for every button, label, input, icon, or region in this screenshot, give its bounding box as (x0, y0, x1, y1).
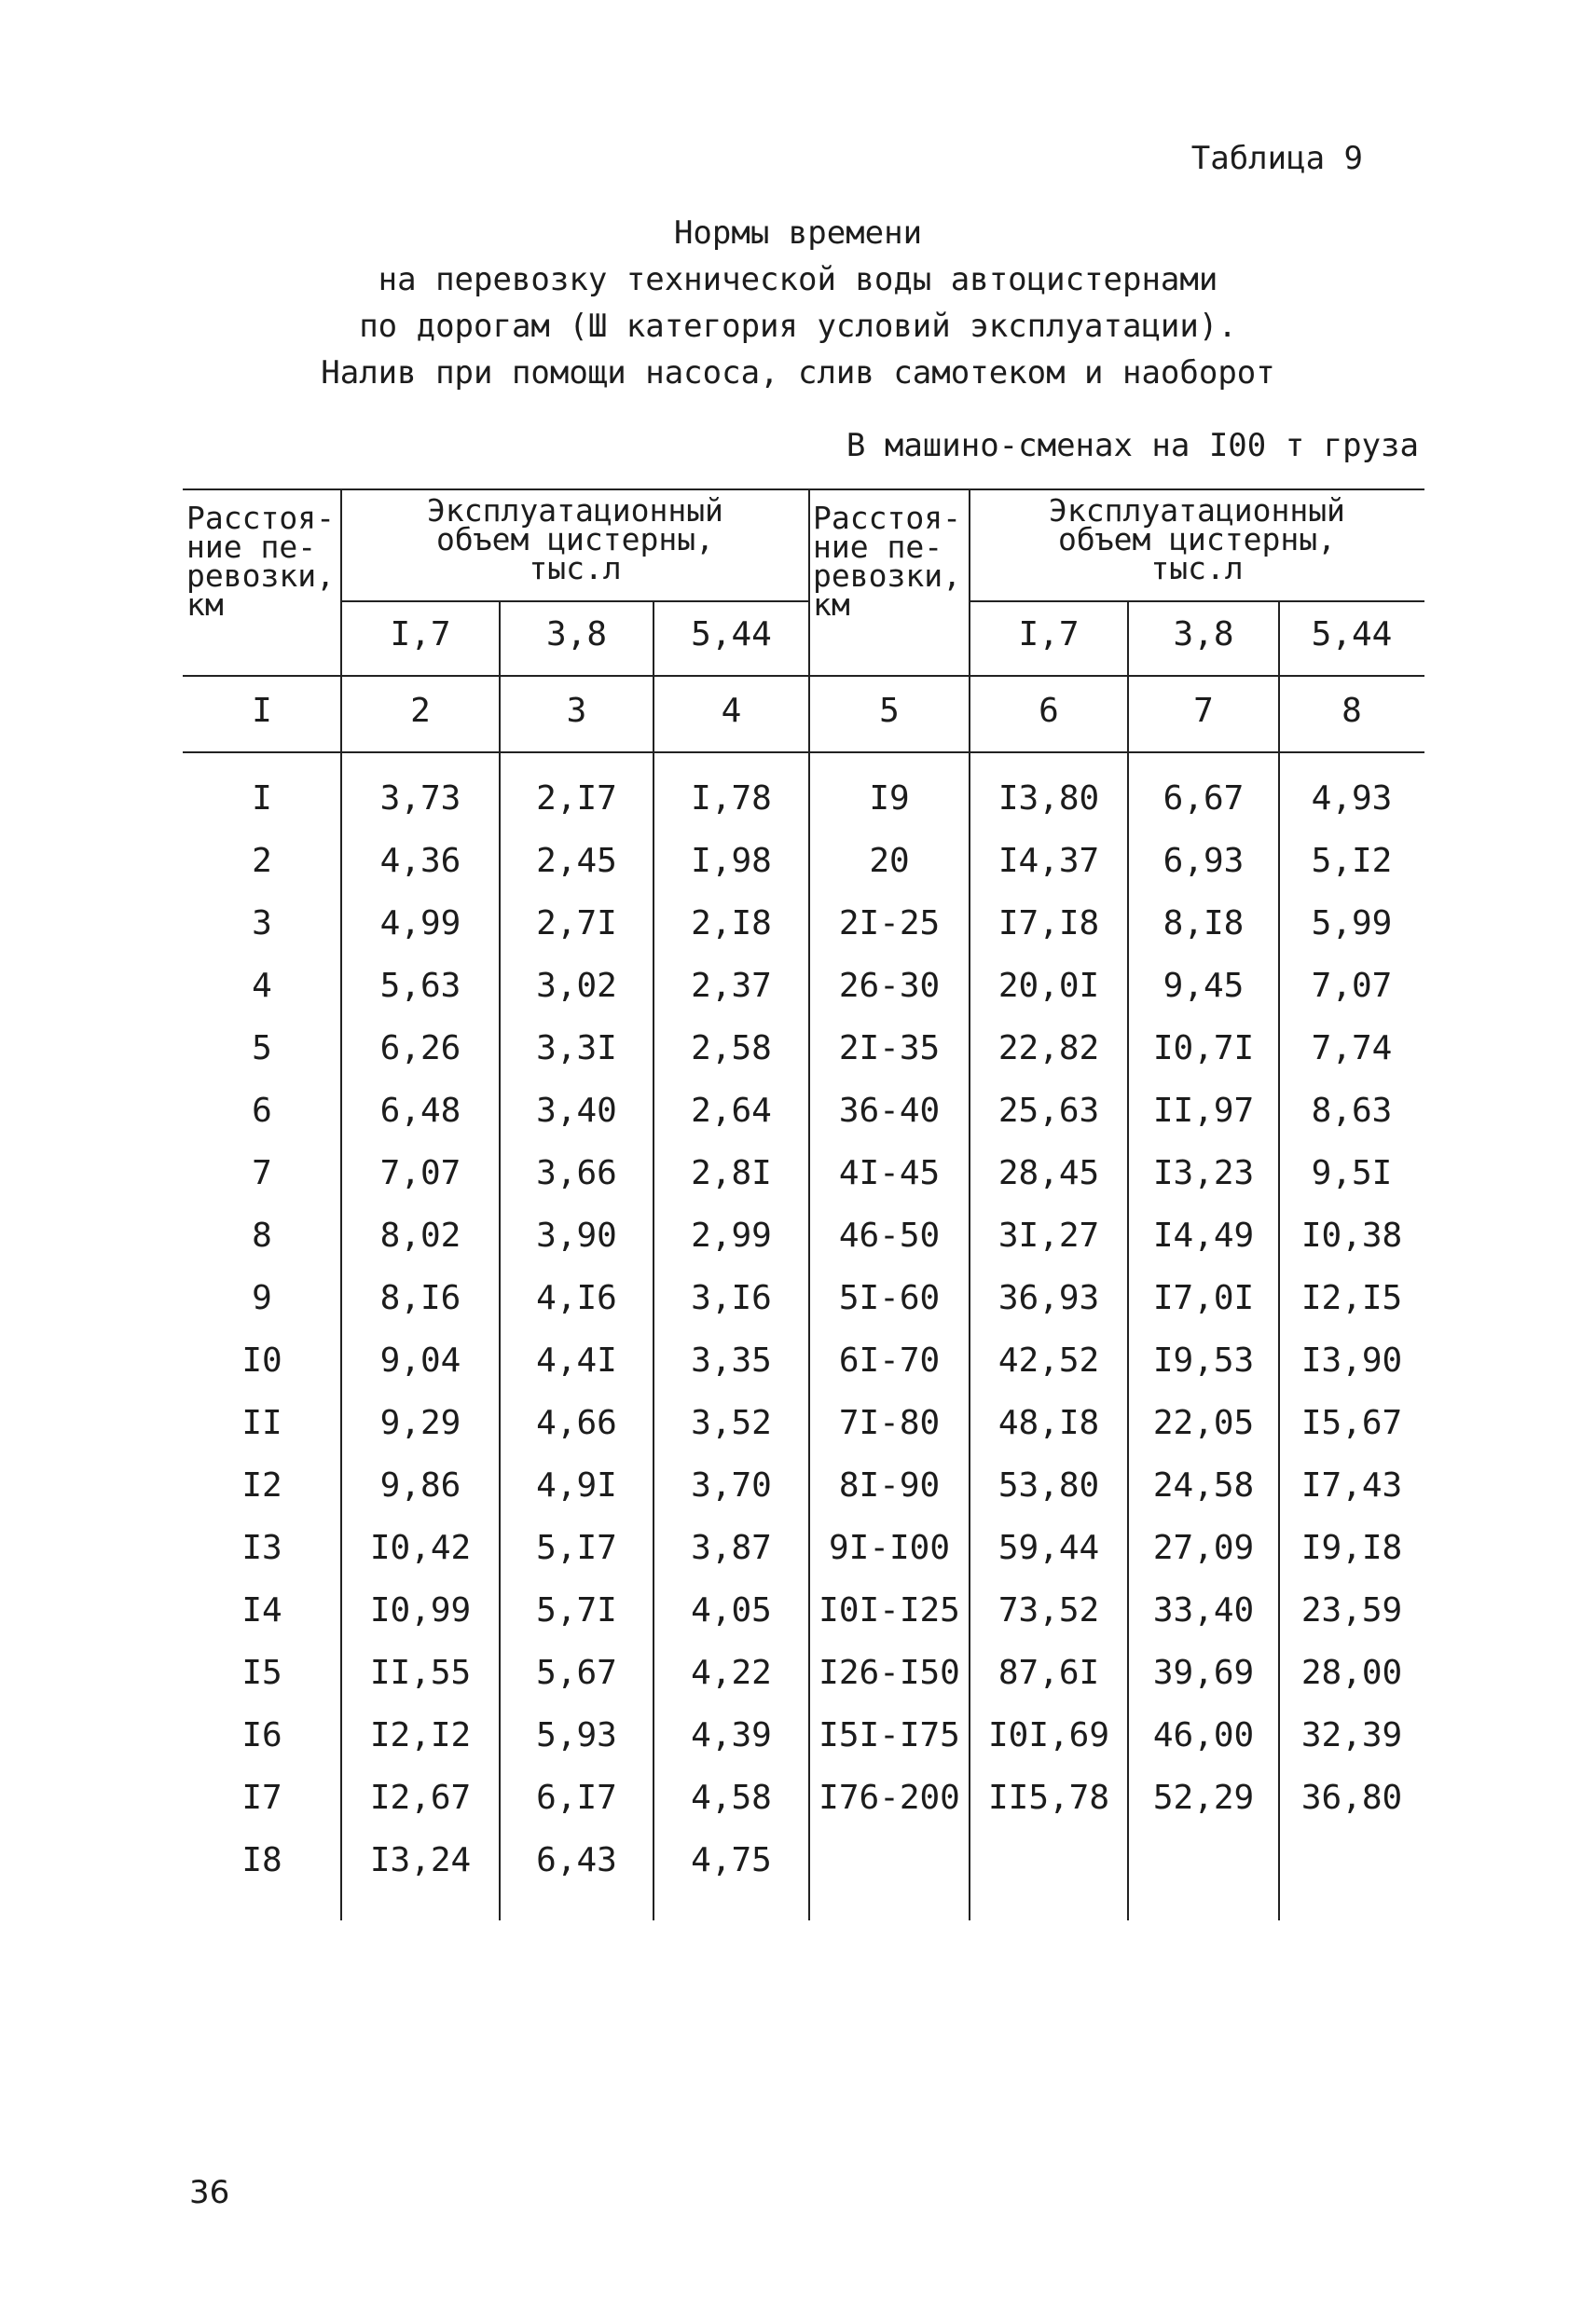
value-cell: 3,I6 (691, 1279, 772, 1317)
value-cell: I2,I2 (369, 1716, 472, 1754)
value-cell: II,55 (369, 1654, 472, 1692)
value-cell: 9,29 (379, 1404, 461, 1442)
value-cell: 28,45 (998, 1154, 1100, 1192)
value-cell: 9,04 (379, 1341, 461, 1380)
distance-cell: I3 (241, 1529, 282, 1567)
value-cell: 5,I7 (536, 1529, 617, 1567)
distance-cell: I4 (241, 1591, 282, 1630)
value-cell: I5,67 (1300, 1404, 1403, 1442)
value-cell: I7,I8 (998, 904, 1100, 942)
distance-header: Расстоя- ние пе- ревозки, км (186, 500, 335, 623)
distance-cell: 5I-60 (838, 1279, 941, 1317)
distance-cell: 6I-70 (838, 1341, 941, 1380)
distance-cell: I26-I50 (819, 1654, 960, 1692)
value-cell: 2,45 (536, 842, 617, 880)
value-cell: 3,66 (536, 1154, 617, 1192)
column-number: 6 (1039, 692, 1059, 730)
value-cell: 23,59 (1300, 1591, 1403, 1630)
value-cell: 4,9I (536, 1466, 617, 1505)
value-cell: 3,35 (691, 1341, 772, 1380)
value-cell: 2,7I (536, 904, 617, 942)
column-number: 5 (879, 692, 900, 730)
title-line: Нормы времени (673, 214, 923, 252)
value-cell: I2,67 (369, 1779, 472, 1817)
value-cell: 7,07 (1311, 967, 1393, 1005)
value-cell: 22,82 (998, 1029, 1100, 1067)
distance-cell: I76-200 (819, 1779, 960, 1817)
value-cell: 6,I7 (536, 1779, 617, 1817)
value-cell: 32,39 (1300, 1716, 1403, 1754)
value-cell: 28,00 (1300, 1654, 1403, 1692)
value-cell: I9,I8 (1300, 1529, 1403, 1567)
distance-cell: 36-40 (838, 1092, 941, 1130)
value-cell: 39,69 (1152, 1654, 1255, 1692)
value-cell: 24,58 (1152, 1466, 1255, 1505)
volume-col-label: 5,44 (691, 615, 772, 653)
value-cell: 4,22 (691, 1654, 772, 1692)
value-cell: I3,24 (369, 1841, 472, 1879)
distance-cell: I6 (241, 1716, 282, 1754)
table-title (0, 210, 1596, 396)
title-line: на перевозку технической воды автоцистернами (378, 261, 1218, 298)
value-cell: 20,0I (998, 967, 1100, 1005)
distance-cell: 2I-25 (838, 904, 941, 942)
value-cell: 2,99 (691, 1217, 772, 1255)
distance-cell: 3 (252, 904, 272, 942)
value-cell: 6,48 (379, 1092, 461, 1130)
value-cell: I,98 (691, 842, 772, 880)
value-cell: 2,37 (691, 967, 772, 1005)
value-cell: 8,63 (1311, 1092, 1393, 1130)
value-cell: I0,38 (1300, 1217, 1403, 1255)
value-cell: 5,7I (536, 1591, 617, 1630)
distance-cell: 8 (252, 1217, 272, 1255)
distance-cell: 2I-35 (838, 1029, 941, 1067)
distance-cell: 46-50 (838, 1217, 941, 1255)
column-number: 2 (410, 692, 431, 730)
distance-cell: I8 (241, 1841, 282, 1879)
value-cell: 36,93 (998, 1279, 1100, 1317)
value-cell: 87,6I (998, 1654, 1100, 1692)
distance-cell: II (241, 1404, 282, 1442)
value-cell: 8,02 (379, 1217, 461, 1255)
column-number: I (252, 692, 272, 730)
distance-cell: I0 (241, 1341, 282, 1380)
value-cell: 5,I2 (1311, 842, 1393, 880)
distance-cell: 4I-45 (838, 1154, 941, 1192)
distance-cell: 8I-90 (838, 1466, 941, 1505)
value-cell: 46,00 (1152, 1716, 1255, 1754)
value-cell: 4,58 (691, 1779, 772, 1817)
value-cell: 52,29 (1152, 1779, 1255, 1817)
value-cell: 5,63 (379, 967, 461, 1005)
value-cell: 5,99 (1311, 904, 1393, 942)
value-cell: 42,52 (998, 1341, 1100, 1380)
value-cell: 4,36 (379, 842, 461, 880)
value-cell: 4,93 (1311, 779, 1393, 818)
value-cell: I0,7I (1152, 1029, 1255, 1067)
value-cell: 4,75 (691, 1841, 772, 1879)
volume-header: Эксплуатационный объем цистерны, тыс.л (427, 492, 723, 586)
value-cell: I2,I5 (1300, 1279, 1403, 1317)
column-number: 4 (721, 692, 742, 730)
volume-col-label: 3,8 (1173, 615, 1234, 653)
column-number: 3 (566, 692, 587, 730)
value-cell: 3I,27 (998, 1217, 1100, 1255)
distance-cell: I0I-I25 (819, 1591, 960, 1630)
value-cell: 4,05 (691, 1591, 772, 1630)
distance-cell: 7I-80 (838, 1404, 941, 1442)
distance-cell: 26-30 (838, 967, 941, 1005)
value-cell: 7,07 (379, 1154, 461, 1192)
value-cell: 2,64 (691, 1092, 772, 1130)
value-cell: 2,I8 (691, 904, 772, 942)
table-rule (183, 751, 1424, 753)
value-cell: 6,26 (379, 1029, 461, 1067)
value-cell: 48,I8 (998, 1404, 1100, 1442)
value-cell: 9,5I (1311, 1154, 1393, 1192)
volume-col-label: I,7 (390, 615, 451, 653)
value-cell: II,97 (1152, 1092, 1255, 1130)
value-cell: 25,63 (998, 1092, 1100, 1130)
distance-cell: 9 (252, 1279, 272, 1317)
value-cell: 33,40 (1152, 1591, 1255, 1630)
value-cell: 3,70 (691, 1466, 772, 1505)
distance-cell: I9 (869, 779, 910, 818)
value-cell: I4,49 (1152, 1217, 1255, 1255)
distance-cell: 2 (252, 842, 272, 880)
value-cell: 3,40 (536, 1092, 617, 1130)
value-cell: 8,I8 (1163, 904, 1245, 942)
value-cell: 4,4I (536, 1341, 617, 1380)
distance-cell: I2 (241, 1466, 282, 1505)
distance-cell: I (252, 779, 272, 818)
value-cell: I7,0I (1152, 1279, 1255, 1317)
value-cell: II5,78 (987, 1779, 1110, 1817)
value-cell: 59,44 (998, 1529, 1100, 1567)
distance-cell: 20 (869, 842, 910, 880)
value-cell: I,78 (691, 779, 772, 818)
volume-col-label: 3,8 (545, 615, 608, 653)
distance-cell: I5 (241, 1654, 282, 1692)
title-line: по дорогам (Ш категория условий эксплуатации). (359, 308, 1237, 345)
value-cell: I9,53 (1152, 1341, 1255, 1380)
distance-cell: 5 (252, 1029, 272, 1067)
table-rule (183, 675, 1424, 677)
value-cell: I0,42 (369, 1529, 472, 1567)
value-cell: 5,67 (536, 1654, 617, 1692)
value-cell: 3,52 (691, 1404, 772, 1442)
value-cell: 2,58 (691, 1029, 772, 1067)
distance-cell: I7 (241, 1779, 282, 1817)
distance-cell: 4 (252, 967, 272, 1005)
value-cell: 6,93 (1163, 842, 1245, 880)
value-cell: 3,90 (536, 1217, 617, 1255)
value-cell: 9,86 (379, 1466, 461, 1505)
value-cell: I0,99 (369, 1591, 472, 1630)
distance-cell: 6 (252, 1092, 272, 1130)
value-cell: 4,39 (691, 1716, 772, 1754)
distance-cell: 9I-I00 (828, 1529, 951, 1567)
value-cell: I4,37 (998, 842, 1100, 880)
title-line: Налив при помощи насоса, слив самотеком и наоборот (321, 354, 1275, 392)
column-number: 8 (1341, 692, 1362, 730)
value-cell: I7,43 (1300, 1466, 1403, 1505)
volume-header: Эксплуатационный объем цистерны, тыс.л (1049, 492, 1345, 586)
value-cell: 27,09 (1152, 1529, 1255, 1567)
norms-table (183, 488, 1424, 1924)
value-cell: 22,05 (1152, 1404, 1255, 1442)
value-cell: 4,I6 (536, 1279, 617, 1317)
value-cell: 8,I6 (379, 1279, 461, 1317)
value-cell: 5,93 (536, 1716, 617, 1754)
page-number: 36 (189, 2174, 230, 2211)
value-cell: I0I,69 (987, 1716, 1110, 1754)
value-cell: 2,I7 (536, 779, 617, 818)
volume-col-label: 5,44 (1311, 615, 1393, 653)
table-rule (341, 600, 809, 602)
distance-header: Расстоя- ние пе- ревозки, км (813, 500, 961, 623)
value-cell: 73,52 (998, 1591, 1100, 1630)
value-cell: 53,80 (998, 1466, 1100, 1505)
value-cell: 3,3I (536, 1029, 617, 1067)
value-cell: I3,90 (1300, 1341, 1403, 1380)
value-cell: 2,8I (691, 1154, 772, 1192)
value-cell: 4,99 (379, 904, 461, 942)
value-cell: I3,23 (1152, 1154, 1255, 1192)
value-cell: 36,80 (1300, 1779, 1403, 1817)
distance-cell: I5I-I75 (819, 1716, 960, 1754)
value-cell: 7,74 (1311, 1029, 1393, 1067)
value-cell: 6,67 (1163, 779, 1245, 818)
column-number: 7 (1193, 692, 1214, 730)
table-label: Таблица 9 (1190, 140, 1363, 177)
distance-cell: 7 (252, 1154, 272, 1192)
value-cell: 9,45 (1163, 967, 1245, 1005)
volume-col-label: I,7 (1018, 615, 1080, 653)
units-note: В машино-сменах на I00 т груза (846, 427, 1419, 464)
value-cell: 6,43 (536, 1841, 617, 1879)
value-cell: I3,80 (998, 779, 1100, 818)
table-rule (970, 600, 1424, 602)
value-cell: 3,02 (536, 967, 617, 1005)
value-cell: 4,66 (536, 1404, 617, 1442)
value-cell: 3,73 (379, 779, 461, 818)
value-cell: 3,87 (691, 1529, 772, 1567)
table-rule (183, 488, 1424, 490)
